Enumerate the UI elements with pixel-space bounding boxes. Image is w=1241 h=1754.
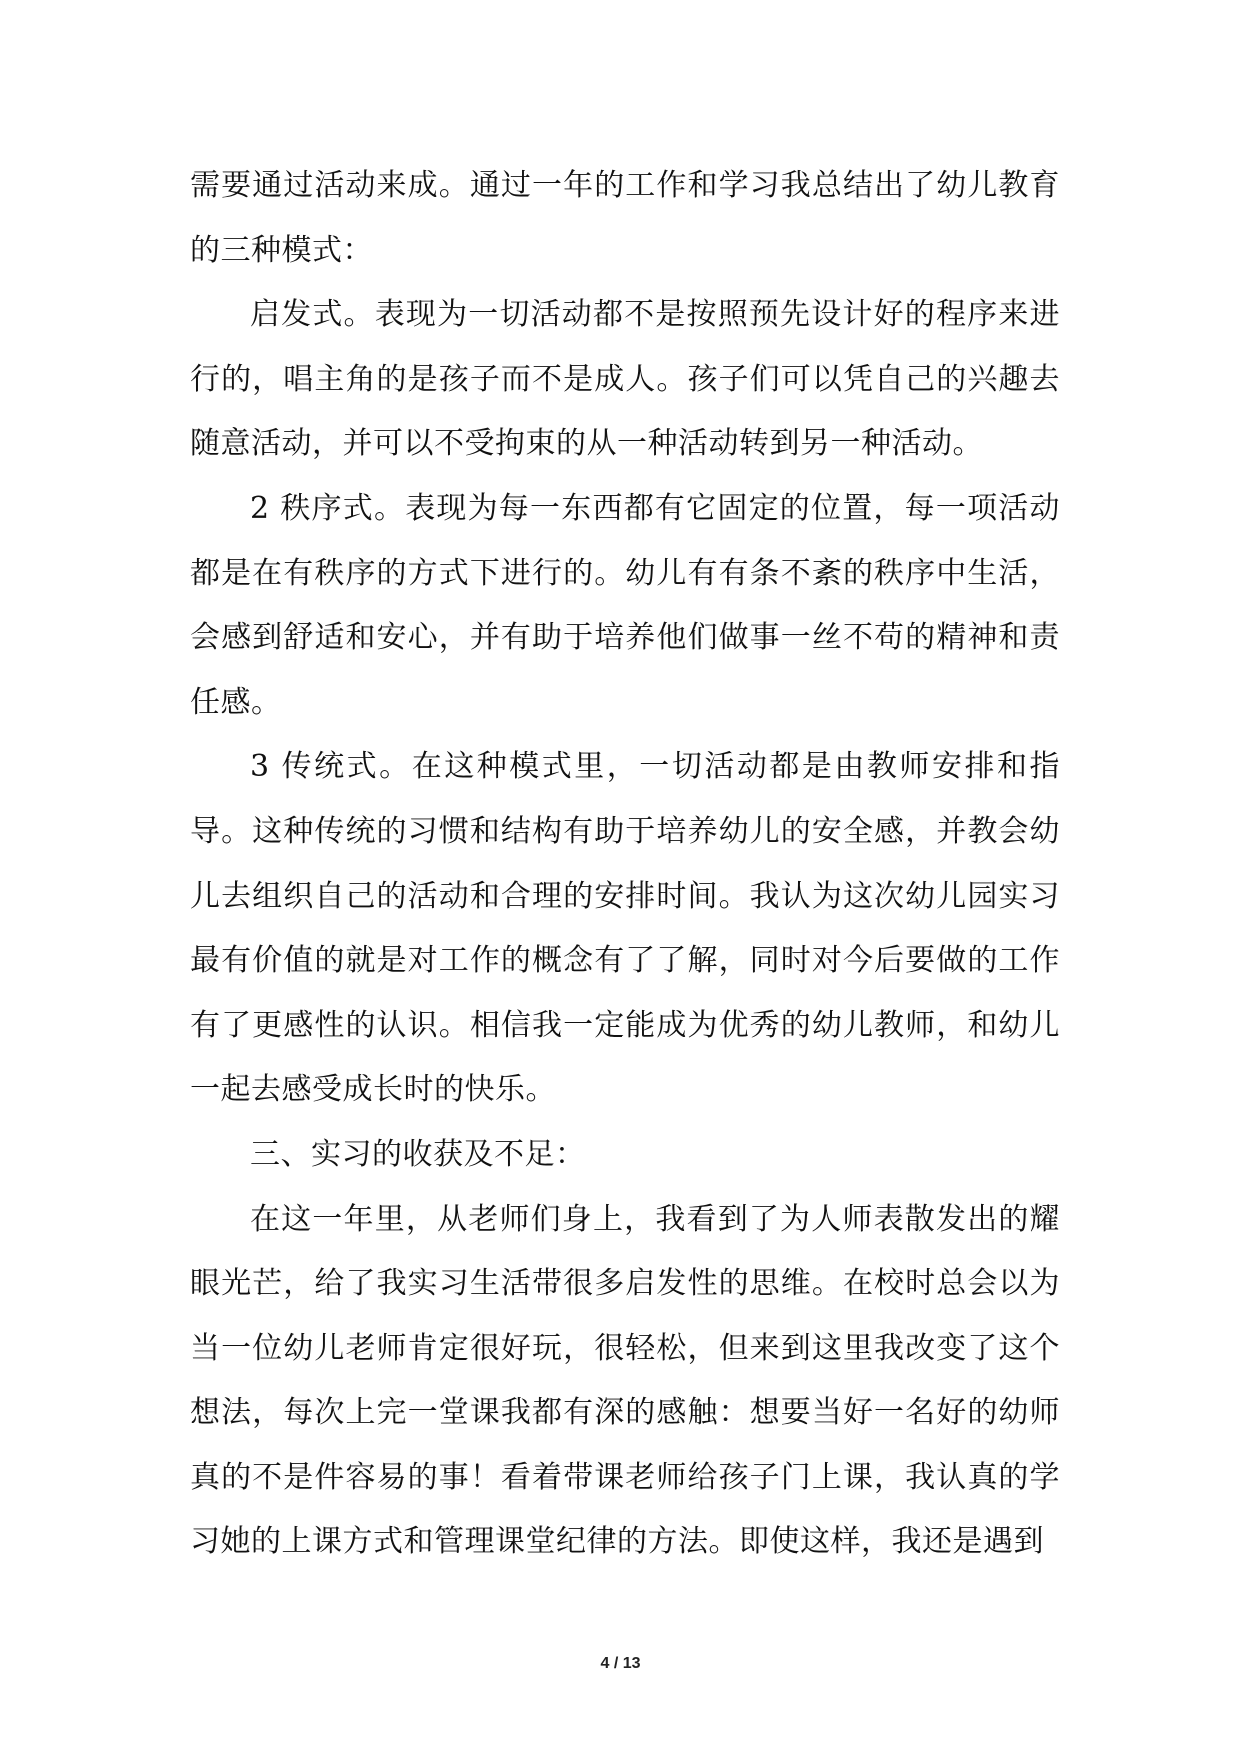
document-body xyxy=(190,154,1060,1575)
page-number: 4 / 13 xyxy=(600,1655,641,1672)
paragraph-continuation: 需要通过活动来成。通过一年的工作和学习我总结出了幼儿教育的三种模式： xyxy=(190,168,1060,268)
paragraph-traditional-mode: 3 传统式。在这种模式里，一切活动都是由教师安排和指导。这种传统的习惯和结构有助于培养幼儿的安全感，并教会幼儿去组织自己的活动和合理的安排时间。我认为这次幼儿园实习最有价值的就是对工作的概念有了了解，同时对今后要做的工作有了更感性的认识。相信我一定能成为优秀的幼儿教师，和幼儿一起去感受成长时的快乐。 xyxy=(190,749,1060,1108)
paragraph-gains: 在这一年里，从老师们身上，我看到了为人师表散发出的耀眼光芒，给了我实习生活带很多启发性的思维。在校时总会以为当一位幼儿老师肯定很好玩，很轻松，但来到这里我改变了这个想法，每次上完一堂课我都有深的感触：想要当好一名好的幼师真的不是件容易的事！看着带课老师给孩子门上课，我认真的学习她的上课方式和管理课堂纪律的方法。即使这样，我还是遇到 xyxy=(190,1201,1060,1560)
paragraph-order-mode: 2 秩序式。表现为每一东西都有它固定的位置，每一项活动都是在有秩序的方式下进行的。幼儿有有条不紊的秩序中生活，会感到舒适和安心，并有助于培养他们做事一丝不苟的精神和责任感。 xyxy=(190,490,1060,720)
section-heading-gains: 三、实习的收获及不足： xyxy=(250,1136,586,1172)
paragraph-heuristic-mode: 启发式。表现为一切活动都不是按照预先设计好的程序来进行的，唱主角的是孩子而不是成人。孩子们可以凭自己的兴趣去随意活动，并可以不受拘束的从一种活动转到另一种活动。 xyxy=(190,297,1060,462)
